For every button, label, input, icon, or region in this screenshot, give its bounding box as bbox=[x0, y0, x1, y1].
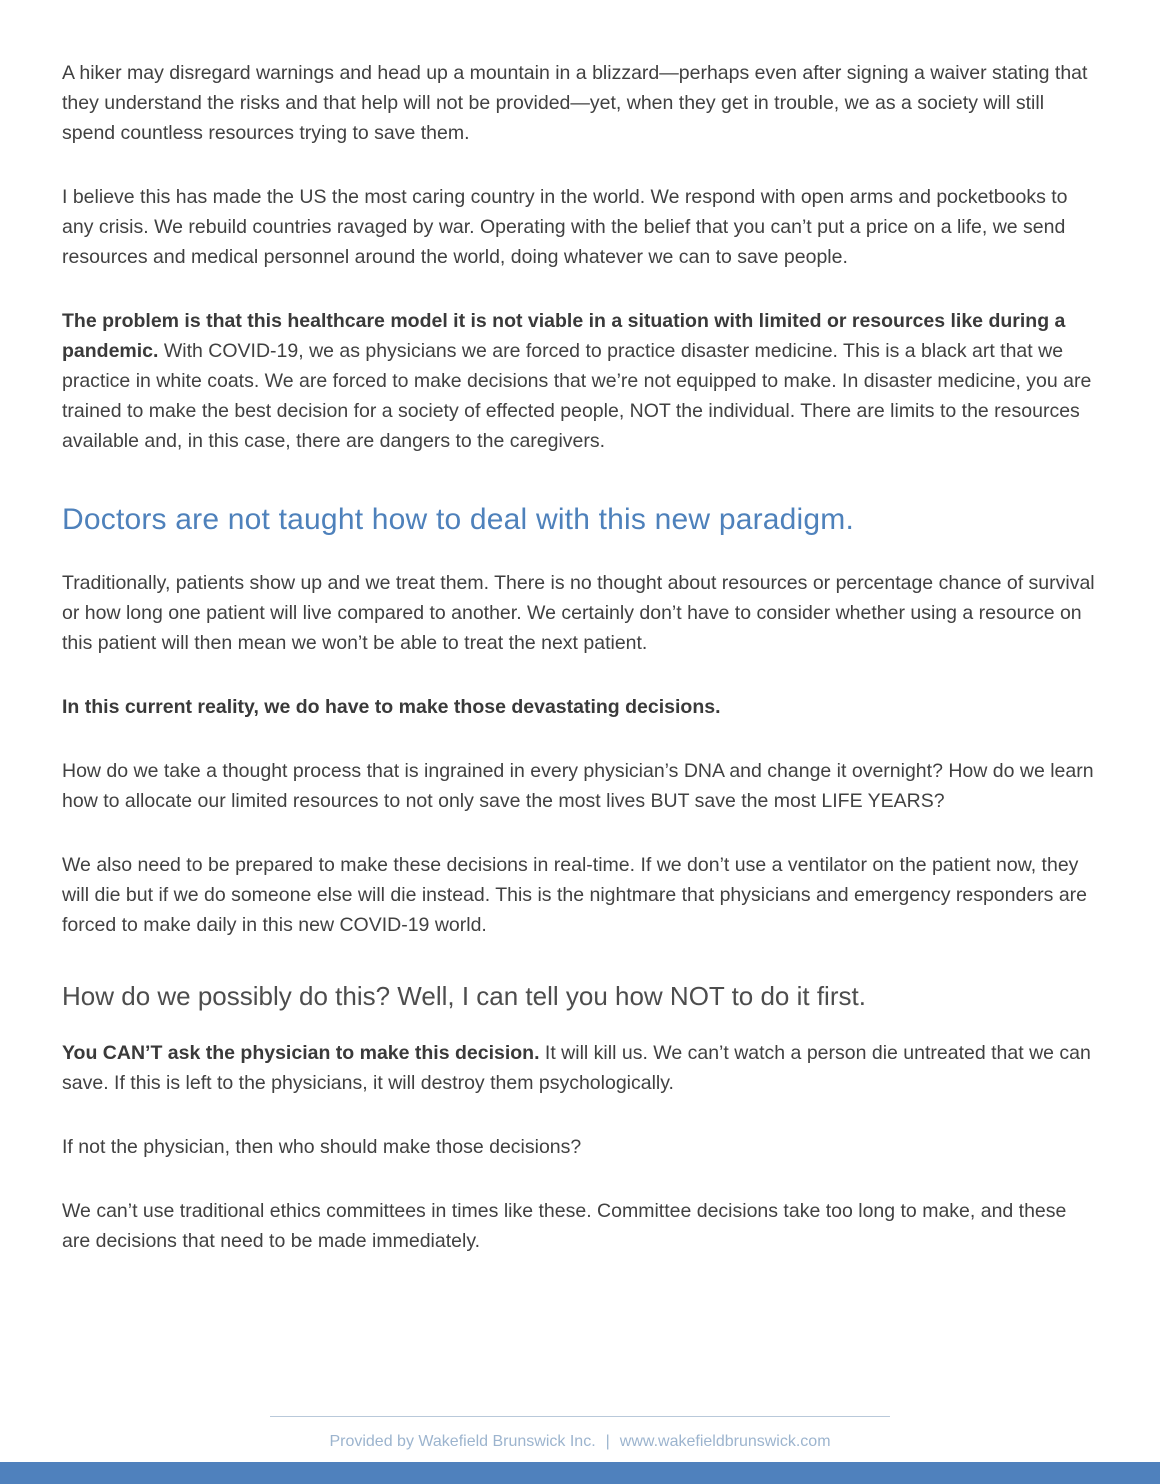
paragraph-healthcare-problem-bold: The problem is that this healthcare model it is not viable in a situation with limited or resources like during a pandemic. bbox=[62, 310, 1066, 362]
paragraph-cant-ask-physician bbox=[62, 1038, 1098, 1098]
heading-how-not-to: How do we possibly do this? Well, I can tell you how NOT to do it first. bbox=[62, 981, 866, 1011]
heading-new-paradigm: Doctors are not taught how to deal with this new paradigm. bbox=[62, 503, 855, 536]
paragraph-hiker-blizzard: A hiker may disregard warnings and head up a mountain in a blizzard—perhaps even after signing a waiver stating that they understand the risks and that help will not be provided—yet, when they get in trouble, we as a society will still spend countless resources trying to save them. bbox=[62, 62, 1088, 144]
paragraph-healthcare-problem-rest: With COVID-19, we as physicians we are forced to practice disaster medicine. This is a black art that we practice in white coats. We are forced to make decisions that we’re not equipped to make. In disaster medicine, you are trained to make the best decision for a society of effected people, NOT the individual. There are limits to the resources available and, in this case, there are dangers to the caregivers. bbox=[62, 340, 1092, 452]
footer-provided-by: Provided by Wakefield Brunswick Inc. bbox=[329, 1433, 596, 1450]
paragraph-real-time-decisions: We also need to be prepared to make these decisions in real-time. If we don’t use a ventilator on the patient now, they will die but if we do someone else will die instead. This is the nightmare that physicians and emergency responders are forced to make daily in this new COVID-19 world. bbox=[62, 854, 1088, 936]
bottom-accent-bar bbox=[0, 1462, 1160, 1484]
paragraph-caring-country: I believe this has made the US the most caring country in the world. We respond with open arms and pocketbooks to any crisis. We rebuild countries ravaged by war. Operating with the belief that you can’t put a price on a life, we send resources and medical personnel around the world, doing whatever we can to save people. bbox=[62, 186, 1068, 268]
paragraph-thought-process: How do we take a thought process that is ingrained in every physician’s DNA and change it overnight? How do we learn how to allocate our limited resources to not only save the most lives BUT save the most LIFE YEARS? bbox=[62, 760, 1094, 812]
footer-credit bbox=[0, 1432, 1160, 1452]
paragraph-current-reality: In this current reality, we do have to make those devastating decisions. bbox=[62, 696, 721, 718]
paragraph-healthcare-problem bbox=[62, 306, 1098, 456]
page-footer bbox=[0, 1416, 1160, 1452]
paragraph-who-decides: If not the physician, then who should make those decisions? bbox=[62, 1136, 582, 1158]
footer-url: www.wakefieldbrunswick.com bbox=[619, 1433, 831, 1450]
paragraph-ethics-committees: We can’t use traditional ethics committees in times like these. Committee decisions take too long to make, and these are decisions that need to be made immediately. bbox=[62, 1200, 1067, 1252]
paragraph-traditionally: Traditionally, patients show up and we treat them. There is no thought about resources or percentage chance of survival or how long one patient will live compared to another. We certainly don’t have to consider whether using a resource on this patient will then mean we won’t be able to treat the next patient. bbox=[62, 572, 1095, 654]
paragraph-cant-ask-physician-bold: You CAN’T ask the physician to make this decision. bbox=[62, 1042, 540, 1064]
footer-separator: | bbox=[605, 1433, 610, 1450]
paragraph-cant-ask-physician-rest: It will kill us. We can’t watch a person die untreated that we can save. If this is left to the physicians, it will destroy them psychologically. bbox=[62, 1042, 1091, 1094]
footer-divider bbox=[270, 1416, 890, 1417]
